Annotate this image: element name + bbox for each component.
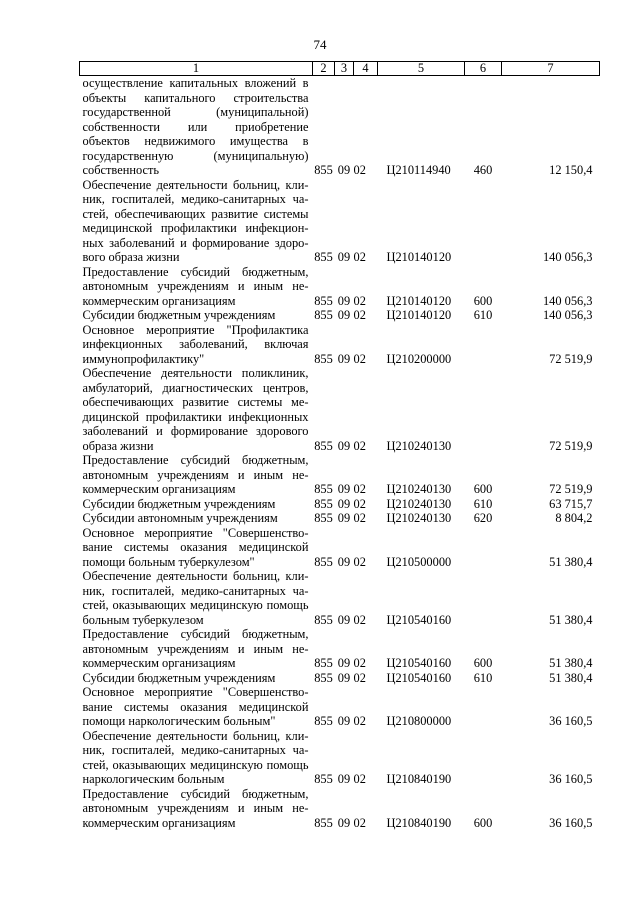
row-expense-type: 600	[473, 482, 493, 496]
row-amount: 63 715,7	[549, 496, 593, 511]
row-subsection-code: 02	[353, 163, 366, 177]
row-name: Основное мероприятие "Совершенствование системы оказания медицинской помощи больным туберкулезом"	[82, 525, 309, 569]
row-ministry-code: 855	[314, 163, 333, 177]
row-ministry-code: 855	[314, 293, 333, 308]
row-ministry-code: 855	[314, 250, 333, 264]
row-ministry-code: 855	[314, 656, 333, 670]
row-amount: 140 056,3	[542, 308, 593, 322]
row-ministry-code: 855	[314, 554, 333, 569]
table-row	[80, 178, 600, 265]
row-target-article: Ц210140120	[386, 293, 452, 308]
row-section-code: 09	[337, 351, 351, 366]
row-name: Субсидии бюджетным учреждениям	[82, 308, 276, 322]
row-expense-type	[465, 569, 502, 627]
table-row	[80, 569, 600, 627]
row-name: Субсидии бюджетным учреждениям	[82, 670, 276, 685]
column-header-ministry: 2	[313, 62, 335, 76]
row-section-code: 09	[337, 772, 351, 786]
row-amount: 51 380,4	[549, 612, 593, 627]
row-ministry-code: 855	[314, 438, 333, 453]
row-amount: 72 519,9	[549, 438, 593, 453]
row-ministry-code: 855	[314, 511, 333, 525]
row-name: Предоставление субсидий бюджетным, автономным учреждениям и иным некоммерческим организациям	[82, 627, 309, 670]
row-section-code: 09	[337, 163, 351, 177]
row-expense-type: 610	[473, 308, 493, 322]
row-target-article: Ц210840190	[386, 772, 452, 786]
row-target-article: Ц210240130	[386, 482, 452, 496]
table-row	[80, 76, 600, 178]
row-amount: 36 160,5	[549, 772, 593, 786]
column-header-name: 1	[80, 62, 313, 76]
row-amount: 12 150,4	[549, 163, 593, 177]
table-row	[80, 671, 600, 686]
row-ministry-code: 855	[314, 496, 333, 511]
table-row	[80, 729, 600, 787]
row-expense-type	[465, 729, 502, 787]
row-section-code: 09	[337, 308, 351, 322]
row-amount: 72 519,9	[549, 482, 593, 496]
row-name: Субсидии бюджетным учреждениям	[82, 496, 276, 511]
row-amount: 72 519,9	[549, 351, 593, 366]
row-name: Обеспечение деятельности поликлиник, амбулаторий, диагностических центров, обеспечивающих развитие системы медицинской профилактики инфекционных заболеваний и формирование здорового образа жизни	[82, 366, 309, 453]
row-section-code: 09	[337, 438, 351, 453]
row-subsection-code: 02	[353, 308, 366, 322]
table-row	[80, 497, 600, 512]
row-expense-type: 620	[473, 511, 493, 525]
row-expense-type: 610	[473, 496, 493, 511]
row-section-code: 09	[337, 612, 351, 627]
row-subsection-code: 02	[353, 438, 366, 453]
column-header-article: 5	[378, 62, 465, 76]
row-target-article: Ц210140120	[386, 250, 452, 264]
row-ministry-code: 855	[314, 670, 333, 685]
row-amount: 140 056,3	[542, 293, 593, 308]
row-amount: 140 056,3	[542, 250, 593, 264]
row-expense-type	[465, 323, 502, 367]
row-section-code: 09	[337, 670, 351, 685]
row-amount: 51 380,4	[549, 656, 593, 670]
row-subsection-code: 02	[353, 612, 366, 627]
row-subsection-code: 02	[353, 554, 366, 569]
row-name: осуществление капитальных вложений в объекты капитального строительства государственной (муниципальной) собственности или приобретение объектов недвижимого имущества в государственную (муниципальную) собственность	[82, 76, 309, 177]
row-target-article: Ц210800000	[386, 714, 452, 728]
row-target-article: Ц210240130	[386, 438, 452, 453]
row-section-code: 09	[337, 656, 351, 670]
row-name: Основное мероприятие "Совершенствование системы оказания медицинской помощи наркологическим больным"	[82, 685, 309, 728]
row-expense-type: 600	[473, 656, 493, 670]
row-ministry-code: 855	[314, 612, 333, 627]
row-expense-type	[465, 526, 502, 570]
row-section-code: 09	[337, 250, 351, 264]
row-target-article: Ц210540160	[386, 656, 452, 670]
row-section-code: 09	[337, 496, 351, 511]
row-target-article: Ц210240130	[386, 511, 452, 525]
row-ministry-code: 855	[314, 308, 333, 322]
row-target-article: Ц210114940	[386, 163, 451, 177]
row-expense-type	[465, 178, 502, 265]
table-body	[80, 76, 600, 831]
row-name: Предоставление субсидий бюджетным, автономным учреждениям и иным некоммерческим организациям	[82, 453, 309, 496]
row-ministry-code: 855	[314, 772, 333, 786]
row-name: Обеспечение деятельности больниц, клиник, госпиталей, медико-санитарных частей, оказывающих медицинскую помощь наркологическим больным	[82, 728, 309, 786]
row-expense-type	[465, 685, 502, 729]
row-target-article: Ц210140120	[386, 308, 452, 322]
row-target-article: Ц210500000	[386, 554, 452, 569]
table-row	[80, 323, 600, 367]
row-subsection-code: 02	[353, 511, 366, 525]
column-header-expense-type: 6	[465, 62, 502, 76]
row-section-code: 09	[337, 511, 351, 525]
row-section-code: 09	[337, 714, 351, 728]
row-subsection-code: 02	[353, 496, 366, 511]
row-amount: 36 160,5	[549, 714, 593, 728]
page-number: 74	[313, 37, 327, 52]
column-header-section: 3	[335, 62, 354, 76]
table-row	[80, 453, 600, 497]
table-row	[80, 511, 600, 526]
row-section-code: 09	[337, 815, 351, 830]
row-ministry-code: 855	[314, 714, 333, 728]
table-row	[80, 685, 600, 729]
row-subsection-code: 02	[353, 656, 366, 670]
row-target-article: Ц210540160	[386, 670, 452, 685]
row-ministry-code: 855	[314, 351, 333, 366]
row-amount: 51 380,4	[549, 554, 593, 569]
row-subsection-code: 02	[353, 351, 366, 366]
table-row	[80, 308, 600, 323]
table-row	[80, 526, 600, 570]
row-name: Предоставление субсидий бюджетным, автономным учреждениям и иным некоммерческим организациям	[82, 786, 309, 830]
row-name: Обеспечение деятельности больниц, клиник, госпиталей, медико-санитарных частей, обеспечивающих развитие системы медицинской профилактики инфекционных заболеваний и формирование здорового образа жизни	[82, 177, 309, 264]
row-subsection-code: 02	[353, 772, 366, 786]
row-section-code: 09	[337, 293, 351, 308]
row-subsection-code: 02	[353, 482, 366, 496]
row-subsection-code: 02	[353, 714, 366, 728]
column-header-amount: 7	[502, 62, 600, 76]
row-expense-type: 460	[473, 163, 493, 177]
row-subsection-code: 02	[353, 815, 366, 830]
budget-table	[79, 61, 600, 830]
row-ministry-code: 855	[314, 815, 333, 830]
table-row	[80, 627, 600, 671]
row-expense-type: 600	[473, 293, 493, 308]
row-target-article: Ц210540160	[386, 612, 452, 627]
table-row	[80, 366, 600, 453]
row-section-code: 09	[337, 482, 351, 496]
row-target-article: Ц210200000	[386, 351, 452, 366]
row-name: Основное мероприятие "Профилактика инфекционных заболеваний, включая иммунопрофилактику"	[82, 322, 309, 366]
row-ministry-code: 855	[314, 482, 333, 496]
row-target-article: Ц210840190	[386, 815, 452, 830]
row-amount: 51 380,4	[549, 670, 593, 685]
row-subsection-code: 02	[353, 293, 366, 308]
column-header-subsection: 4	[354, 62, 378, 76]
row-name: Предоставление субсидий бюджетным, автономным учреждениям и иным некоммерческим организациям	[82, 264, 309, 308]
row-name: Субсидии автономным учреждениям	[82, 511, 278, 525]
row-expense-type: 600	[473, 815, 493, 830]
header-row	[80, 62, 600, 76]
row-section-code: 09	[337, 554, 351, 569]
row-expense-type: 610	[473, 670, 493, 685]
row-amount: 8 804,2	[555, 511, 593, 525]
table-row	[80, 265, 600, 309]
row-expense-type	[465, 366, 502, 453]
row-subsection-code: 02	[353, 250, 366, 264]
row-target-article: Ц210240130	[386, 496, 452, 511]
table-row	[80, 787, 600, 831]
row-amount: 36 160,5	[549, 815, 593, 830]
row-name: Обеспечение деятельности больниц, клиник, госпиталей, медико-санитарных частей, оказывающих медицинскую помощь больным туберкулезом	[82, 569, 309, 627]
row-subsection-code: 02	[353, 670, 366, 685]
